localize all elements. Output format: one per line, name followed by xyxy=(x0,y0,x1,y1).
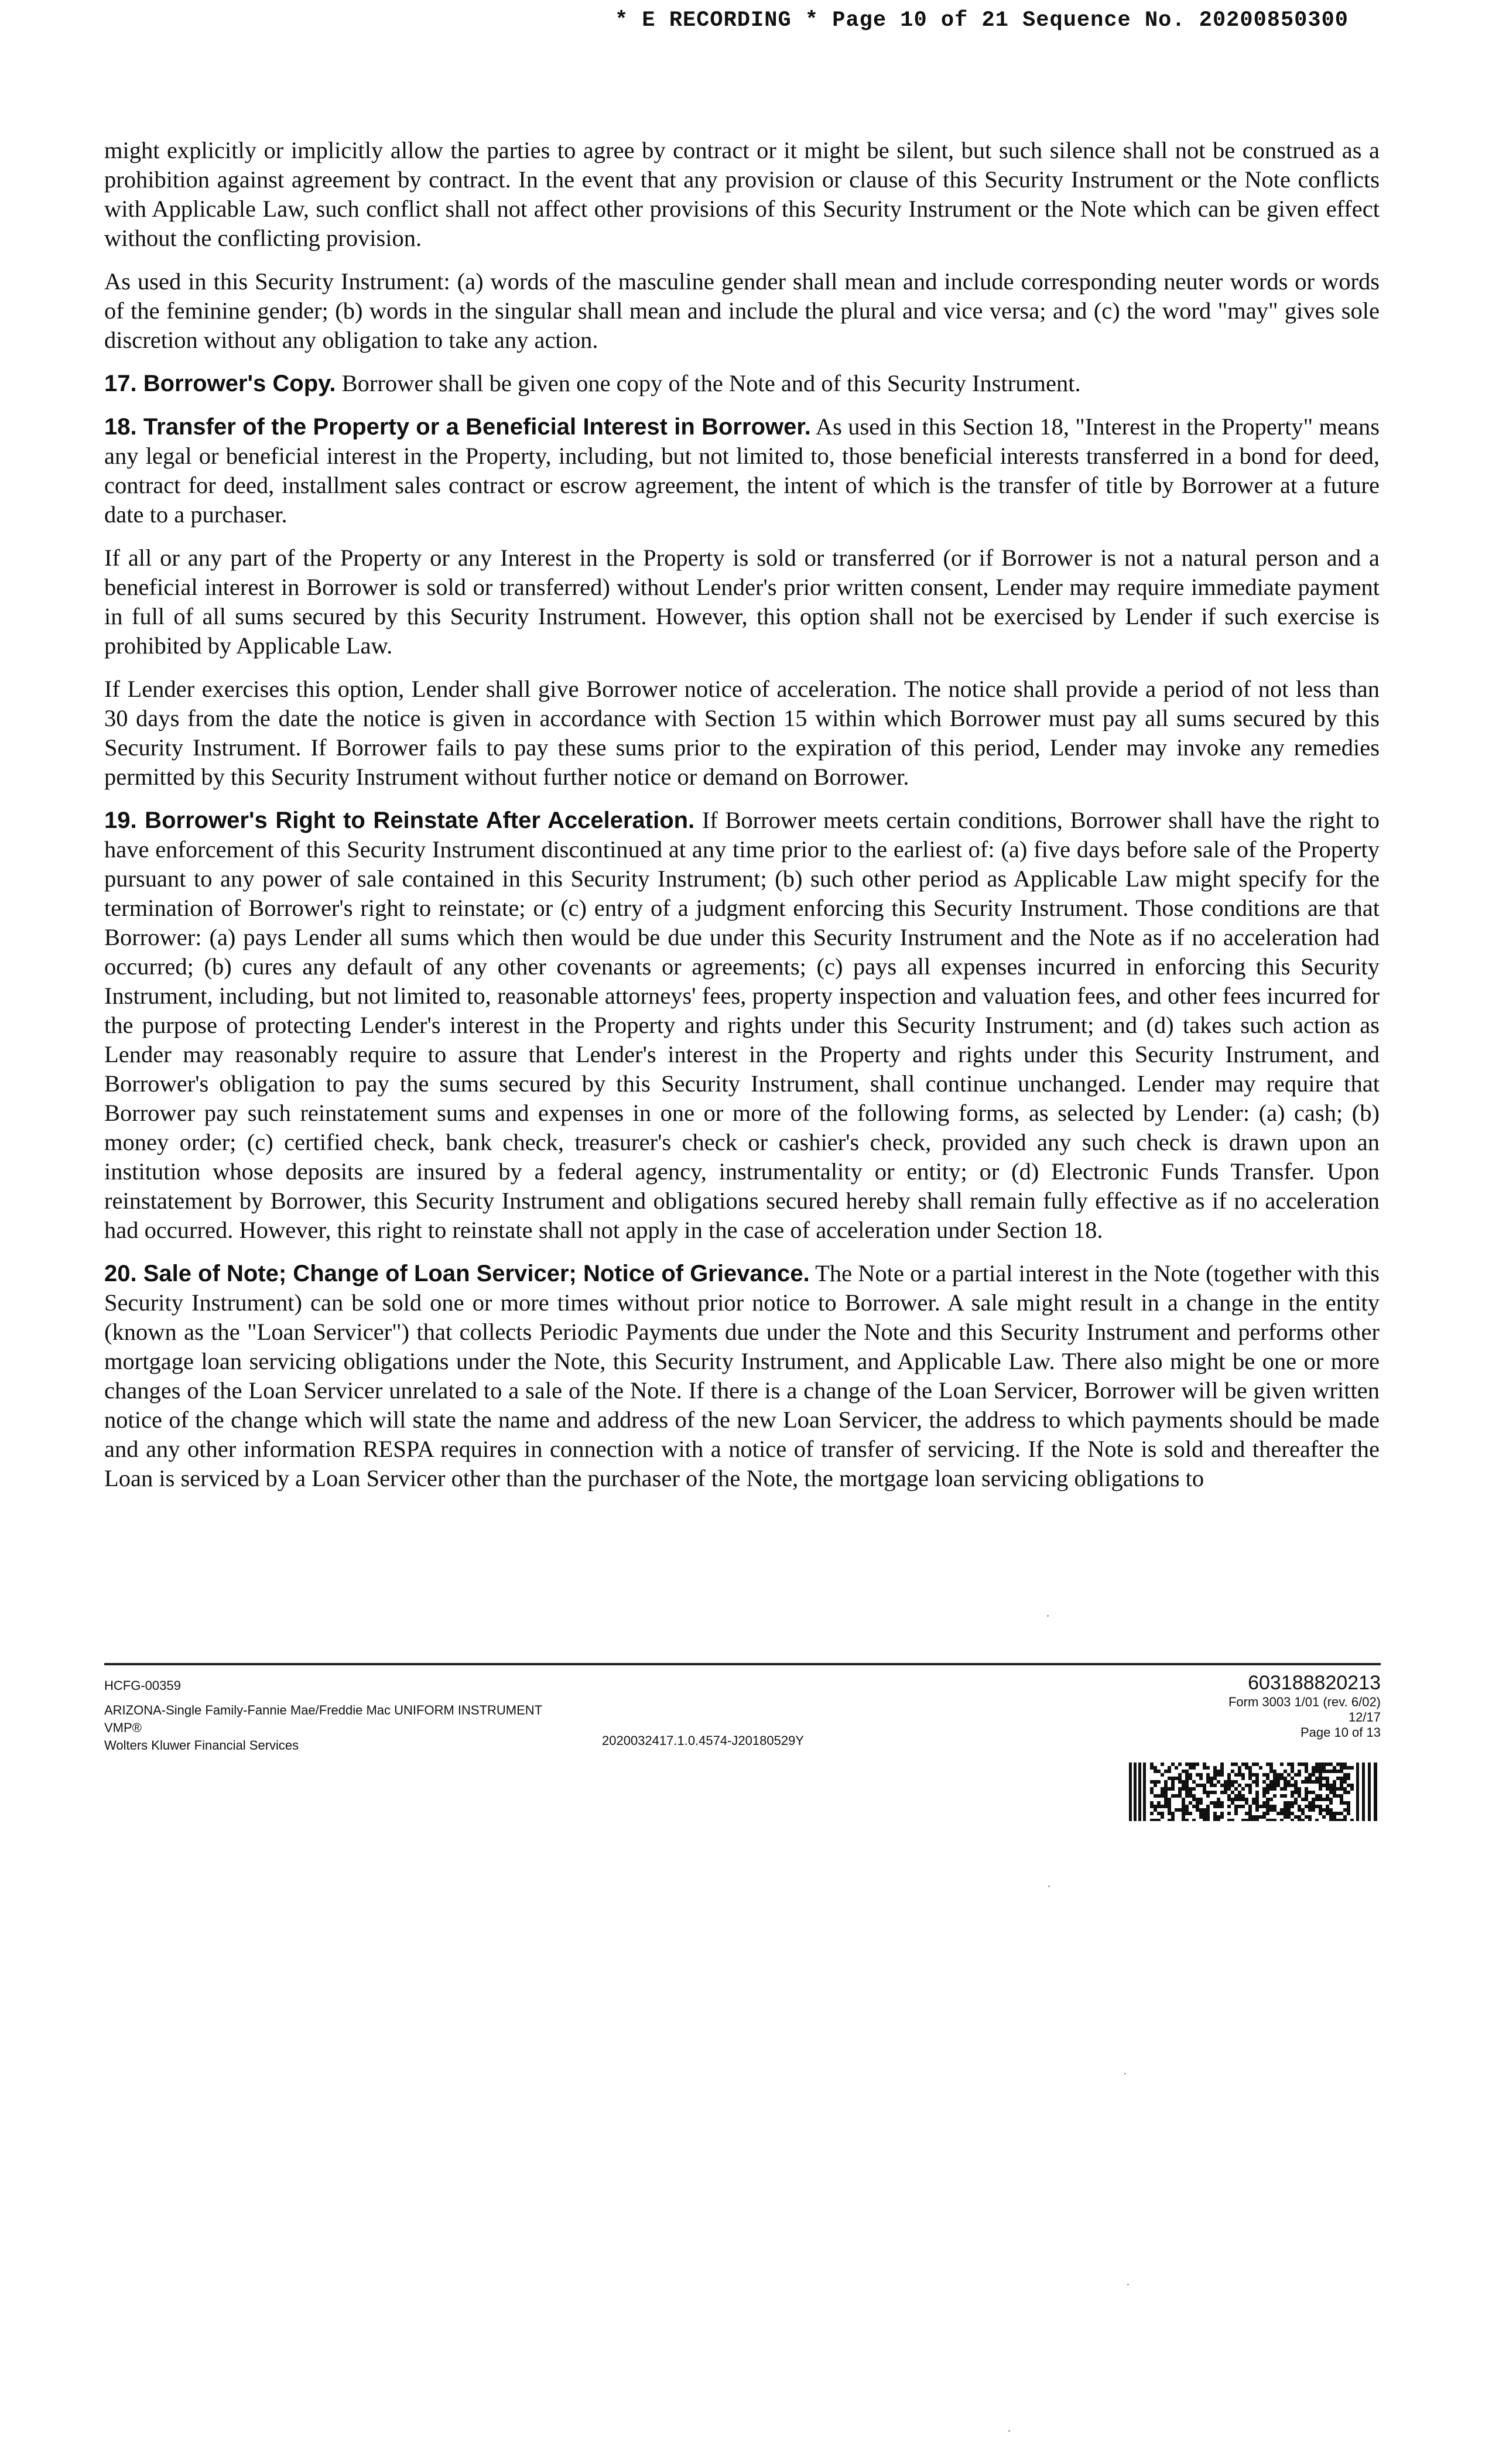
scan-speck xyxy=(1048,1885,1050,1887)
footer-left-block xyxy=(104,1677,542,1754)
footer-divider xyxy=(104,1663,1381,1665)
paragraph-continuation: might explicitly or implicitly allow the parties to agree by contract or it might be silent, but such silence shall not be construed as a prohibition against agreement by contract. In the event that any provision or clause of this Security Instrument or the Note conflicts with Applicable Law, such conflict shall not affect other provisions of this Security Instrument or the Note which can be given effect without the conflicting provision. xyxy=(104,137,1380,251)
page-of: Page 10 of 13 xyxy=(1300,1725,1381,1740)
version-id: 2020032417.1.0.4574-J20180529Y xyxy=(602,1733,804,1748)
section-20-heading: 20. Sale of Note; Change of Loan Servicer; Notice of Grievance. xyxy=(104,1261,810,1286)
footer-right-block xyxy=(1228,1671,1381,1740)
scan-speck xyxy=(1047,1615,1049,1617)
section-19 xyxy=(104,806,1380,1245)
document-body xyxy=(104,136,1380,1507)
section-17-heading: 17. Borrower's Copy. xyxy=(104,371,336,396)
section-18-paragraph-3: If Lender exercises this option, Lender shall give Borrower notice of acceleration. The notice shall provide a period of not less than 30 days from the date the notice is given in accordance with Section 15 within which Borrower must pay all sums secured by this Security Instrument. If Borrower fails to pay these sums prior to the expiration of this period, Lender may invoke any remedies permitted by this Security Instrument without further notice or demand on Borrower. xyxy=(104,676,1380,790)
form-title: ARIZONA-Single Family-Fannie Mae/Freddie Mac UNIFORM INSTRUMENT xyxy=(104,1703,543,1717)
scan-speck xyxy=(1127,2284,1129,2285)
scan-speck xyxy=(1008,2430,1010,2432)
form-number: Form 3003 1/01 (rev. 6/02) xyxy=(1228,1695,1381,1709)
section-17-text: Borrower shall be given one copy of the Note and of this Security Instrument. xyxy=(336,370,1081,396)
section-18 xyxy=(104,412,1380,529)
section-20 xyxy=(104,1259,1380,1493)
loan-number: 603188820213 xyxy=(1248,1672,1381,1694)
vmp-mark: VMP® xyxy=(104,1720,142,1735)
paragraph-gender-usage: As used in this Security Instrument: (a) words of the masculine gender shall mean and include corresponding neuter words or words of the feminine gender; (b) words in the singular shall mean and include the plural and vice versa; and (c) the word "may" gives sole discretion without any obligation to take any action. xyxy=(104,268,1380,353)
form-date: 12/17 xyxy=(1348,1710,1381,1724)
publisher: Wolters Kluwer Financial Services xyxy=(104,1738,299,1753)
scan-speck xyxy=(1124,2073,1126,2075)
form-footer xyxy=(104,1663,1381,1833)
section-17 xyxy=(104,369,1380,398)
barcode-icon xyxy=(1129,1763,1381,1821)
section-19-heading: 19. Borrower's Right to Reinstate After Acceleration. xyxy=(104,807,695,833)
section-18-paragraph-2: If all or any part of the Property or any Interest in the Property is sold or transferred (or if Borrower is not a natural person and a beneficial interest in Borrower is sold or transferred) without Lender's prior written consent, Lender may require immediate payment in full of all sums secured by this Security Instrument. However, this option shall not be exercised by Lender if such exercise is prohibited by Applicable Law. xyxy=(104,545,1380,659)
section-18-heading: 18. Transfer of the Property or a Beneficial Interest in Borrower. xyxy=(104,414,811,440)
recording-header: * E RECORDING * Page 10 of 21 Sequence No. 20200850300 xyxy=(615,8,1349,33)
section-20-text: The Note or a partial interest in the Note (together with this Security Instrument) can be sold one or more times without prior notice to Borrower. A sale might result in a change in the entity (known as the "Loan Servicer") that collects Periodic Payments due under the Note and this Security Instrument and performs other mortgage loan servicing obligations under the Note, this Security Instrument, and Applicable Law. There also might be one or more changes of the Loan Servicer unrelated to a sale of the Note. If there is a change of the Loan Servicer, Borrower will be given written notice of the change which will state the name and address of the new Loan Servicer, the address to which payments should be made and any other information RESPA requires in connection with a notice of transfer of servicing. If the Note is sold and thereafter the Loan is serviced by a Loan Servicer other than the purchaser of the Note, the mortgage loan servicing obligations to xyxy=(104,1260,1380,1491)
form-code: HCFG-00359 xyxy=(104,1678,181,1693)
section-18-text: As used in this Section 18, "Interest in the Property" means any legal or beneficial interest in the Property, including, but not limited to, those beneficial interests transferred in a bond for deed, contract for deed, installment sales contract or escrow agreement, the intent of which is the transfer of title by Borrower at a future date to a purchaser. xyxy=(104,413,1380,528)
section-19-text: If Borrower meets certain conditions, Borrower shall have the right to have enforcement of this Security Instrument discontinued at any time prior to the earliest of: (a) five days before sale of the Property pursuant to any power of sale contained in this Security Instrument; (b) such other period as Applicable Law might specify for the termination of Borrower's right to reinstate; or (c) entry of a judgment enforcing this Security Instrument. Those conditions are that Borrower: (a) pays Lender all sums which then would be due under this Security Instrument and the Note as if no acceleration had occurred; (b) cures any default of any other covenants or agreements; (c) pays all expenses incurred in enforcing this Security Instrument, including, but not limited to, reasonable attorneys' fees, property inspection and valuation fees, and other fees incurred for the purpose of protecting Lender's interest in the Property and rights under this Security Instrument; and (d) takes such action as Lender may reasonably require to assure that Lender's interest in the Property and rights under this Security Instrument, and Borrower's obligation to pay the sums secured by this Security Instrument, shall continue unchanged. Lender may require that Borrower pay such reinstatement sums and expenses in one or more of the following forms, as selected by Lender: (a) cash; (b) money order; (c) certified check, bank check, treasurer's check or cashier's check, provided any such check is drawn upon an institution whose deposits are insured by a federal agency, instrumentality or entity; or (d) Electronic Funds Transfer. Upon reinstatement by Borrower, this Security Instrument and obligations secured hereby shall remain fully effective as if no acceleration had occurred. However, this right to reinstate shall not apply in the case of acceleration under Section 18. xyxy=(104,807,1380,1243)
